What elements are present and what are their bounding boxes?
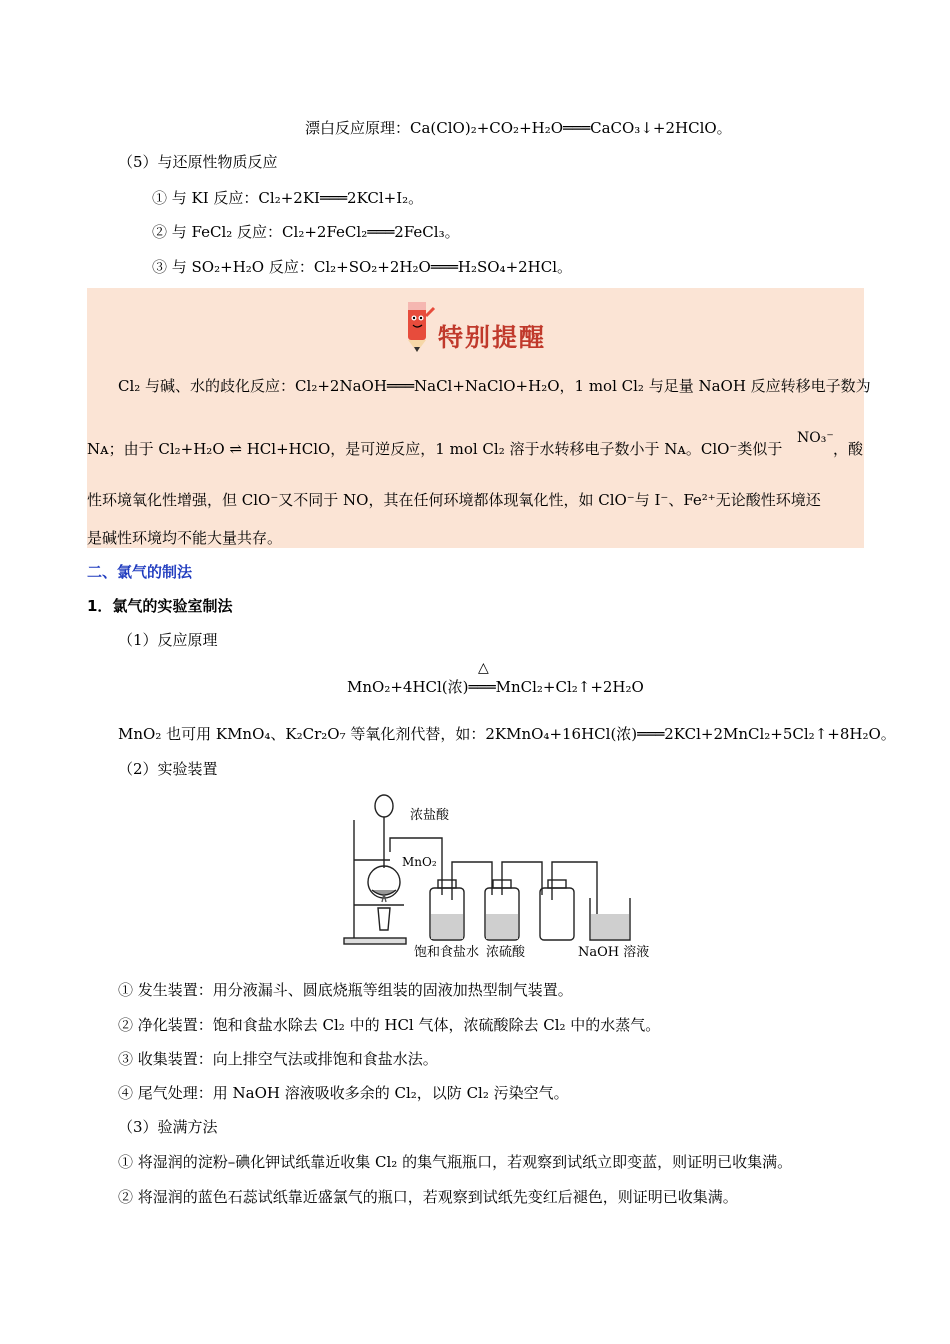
- heat-symbol: △: [478, 660, 489, 676]
- reaction-principle-title: （1）反应原理: [118, 631, 218, 649]
- check-method-2: ② 将湿润的蓝色石蕊试纸靠近盛氯气的瓶口，若观察到试纸先变红后褪色，则证明已收集满。: [118, 1188, 738, 1206]
- tip-paragraph-line2: Nᴀ；由于 Cl₂+H₂O ⇌ HCl+HClO，是可逆反应，1 mol Cl₂ 溶于水转移电子数小于 Nᴀ。ClO⁻类似于: [87, 440, 783, 458]
- apparatus-item-1: ① 发生装置：用分液漏斗、圆底烧瓶等组装的固液加热型制气装置。: [118, 981, 573, 999]
- label-conc-h2so4: 浓硫酸: [486, 945, 526, 960]
- alternative-oxidants: MnO₂ 也可用 KMnO₄、K₂Cr₂O₇ 等氧化剂代替，如：2KMnO₄+16HCl(浓)═══2KCl+2MnCl₂+5Cl₂↑+8H₂O。: [118, 725, 896, 743]
- label-naoh: NaOH 溶液: [578, 945, 650, 960]
- fecl2-reaction: ② 与 FeCl₂ 反应：Cl₂+2FeCl₂═══2FeCl₃。: [152, 223, 460, 241]
- special-reminder-title: 特别提醒: [438, 323, 547, 352]
- check-method-title: （3）验满方法: [118, 1118, 218, 1136]
- apparatus-item-2: ② 净化装置：饱和食盐水除去 Cl₂ 中的 HCl 气体，浓硫酸除去 Cl₂ 中的水蒸气。: [118, 1016, 661, 1034]
- label-mno2: MnO₂: [402, 855, 437, 869]
- ki-reaction: ① 与 KI 反应：Cl₂+2KI═══2KCl+I₂。: [152, 189, 424, 207]
- apparatus-item-4: ④ 尾气处理：用 NaOH 溶液吸收多余的 Cl₂，以防 Cl₂ 污染空气。: [118, 1084, 569, 1102]
- tip-paragraph-line1: Cl₂ 与碱、水的歧化反应：Cl₂+2NaOH═══NaCl+NaClO+H₂O，1 mol Cl₂ 与足量 NaOH 反应转移电子数为: [118, 377, 871, 395]
- section-heading: 二、氯气的制法: [87, 563, 193, 581]
- label-conc-hcl: 浓盐酸: [410, 808, 450, 823]
- tip-paragraph-line4: 是碱性环境均不能大量共存。: [87, 529, 283, 547]
- bleach-principle: 漂白反应原理：Ca(ClO)₂+CO₂+H₂O═══CaCO₃↓+2HClO。: [305, 119, 732, 137]
- so2-reaction: ③ 与 SO₂+H₂O 反应：Cl₂+SO₂+2H₂O═══H₂SO₄+2HCl。: [152, 258, 573, 276]
- tip-paragraph-line3: 性环境氧化性增强，但 ClO⁻又不同于 NO，其在任何环境都体现氧化性，如 ClO⁻与 I⁻、Fe²⁺无论酸性环境还: [87, 491, 821, 509]
- tip-paragraph-line2-end: ，酸: [833, 440, 864, 458]
- apparatus-item-3: ③ 收集装置：向上排空气法或排饱和食盐水法。: [118, 1050, 438, 1068]
- apparatus-title: （2）实验装置: [118, 760, 218, 778]
- main-reaction-equation: MnO₂+4HCl(浓)═══MnCl₂+Cl₂↑+2H₂O: [347, 678, 644, 696]
- chlorine-apparatus-diagram: [342, 790, 642, 960]
- label-brine: 饱和食盐水: [414, 945, 480, 960]
- reducing-reaction-heading: （5）与还原性物质反应: [118, 153, 278, 171]
- subsection-heading: 1．氯气的实验室制法: [87, 597, 233, 615]
- check-method-1: ① 将湿润的淀粉–碘化钾试纸靠近收集 Cl₂ 的集气瓶瓶口，若观察到试纸立即变蓝，则证明已收集满。: [118, 1153, 793, 1171]
- nitrate-symbol: NO₃⁻: [797, 430, 834, 446]
